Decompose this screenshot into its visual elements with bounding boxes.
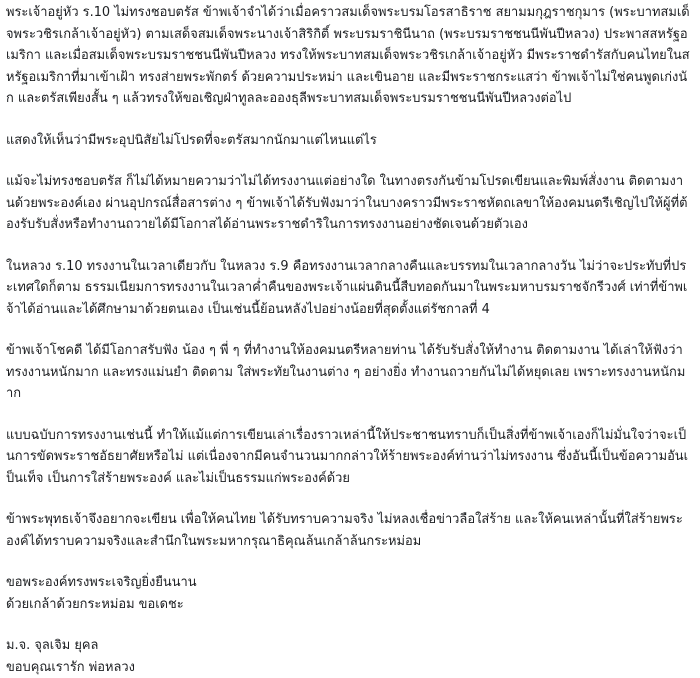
post-paragraph-5: ข้าพเจ้าโชคดี ได้มีโอกาสรับฟัง น้อง ๆ พี่ ๆ ที่ทำงานให้องคมนตรีหลายท่าน ได้รับรับสั่งให้ทำงาน ติดตามงาน ได้เล่าให้ฟังว่า ทรงงานหนักมาก และทรงแม่นยำ ติดตาม ใส่พระทัยในงานต่าง ๆ อย่างยิ่ง ทำงานถวายกันไม่ได้หยุดเลย เพราะทรงงานหนักมาก xyxy=(6,343,686,401)
post-paragraph-6: แบบฉบับการทรงงานเช่นนี้ ทำให้แม้แต่การเขียนเล่าเรื่องราวเหล่านี้ให้ประชาชนทราบก็เป็นสิ่งที่ข้าพเจ้าเองก็ไม่มั่นใจว่าจะเป็นการขัดพระราชอัธยาศัยหรือไม่ แต่เนื่องจากมีคนจำนวนมากกล่าวให้ร้ายพระองค์ท่านว่าไม่ทรงงาน ซึ่งอันนี้เป็นข้อความอันเป็นเท็จ เป็นการใส่ร้ายพระองค์ และไม่เป็นธรรมแก่พระองค์ด้วย xyxy=(6,427,689,486)
post-paragraph-3: แม้จะไม่ทรงชอบตรัส ก็ไม่ได้หมายความว่าไม่ได้ทรงงานแต่อย่างใด ในทางตรงกันข้ามโปรดเขียนและพิมพ์สั่งงาน ติดตามงานด้วยพระองค์เอง ผ่านอุปกรณ์สื่อสารต่าง ๆ ข้าพเจ้าได้รับฟังมาว่าในบางคราวมีพระราชหัตถเลขาให้องคมนตรีเชิญไปให้ผู้ที่ต้องรับรับสั่งหรือทำงานถวายได้มีโอกาสได้อ่านพระราชดำริในการทรงงานอย่างชัดเจนด้วยตัวเอง xyxy=(6,174,688,232)
post-paragraph-4: ในหลวง ร.10 ทรงงานในเวลาเดียวกับ ในหลวง ร.9 คือทรงงานเวลากลางคืนและบรรทมในเวลากลางวัน ไม่ว่าจะประทับที่ประเทศใดก็ตาม ธรรมเนียมการทรงงานในเวลาค่ำคืนของพระเจ้าแผ่นดินนี้สืบทอดกันมาในพระมหาบรมราชจักรีวงศ์ เท่าที่ข้าพเจ้าได้อ่านและได้ศึกษามาด้วยตนเอง เป็นเช่นนี้ย้อนหลังไปอย่างน้อยที่สุดตั้งแต่รัชกาลที่ 4 xyxy=(6,258,688,317)
post-signature: ม.จ. จุลเจิม ยุคล ขอบคุณเรารัก พ่อหลวง xyxy=(6,638,135,675)
post-paragraph-1: พระเจ้าอยู่หัว ร.10 ไม่ทรงชอบตรัส ข้าพเจ้าจำได้ว่าเมื่อคราวสมเด็จพระบรมโอรสาธิราช สยามมกุฎราชกุมาร (พระบาทสมเด็จพระวชิรเกล้าเจ้าอยู่หัว) ตามเสด็จสมเด็จพระนางเจ้าสิริกิติ์ พระบรมราชินีนาถ (พระบรมราชชนนีพันปีหลวง) ประพาสสหรัฐอเมริกา และเมื่อสมเด็จพระบรมราชชนนีพันปีหลวง ทรงให้พระบาทสมเด็จพระวชิรเกล้าเจ้าอยู่หัว มีพระราชดำรัสกับคนไทยในสหรัฐอเมริกาที่มาเข้าเฝ้า ทรงส่ายพระพักตร์ ด้วยความประหม่า และเขินอาย และมีพระราชกระแสว่า ข้าพเจ้าไม่ใช่คนพูดเก่งนัก และตรัสเพียงสั้น ๆ แล้วทรงให้ขอเชิญฝ่าทูลละอองธุลีพระบาทสมเด็จพระบรมราชชนนีพันปีหลวงต่อไป xyxy=(6,5,690,106)
post-paragraph-2: แสดงให้เห็นว่ามีพระอุปนิสัยไม่โปรดที่จะตรัสมากนักมาแต่ไหนแต่ไร xyxy=(6,132,377,148)
post-closing-blessing: ขอพระองค์ทรงพระเจริญยิ่งยืนนาน ด้วยเกล้าด้วยกระหม่อม ขอเดชะ xyxy=(6,575,197,612)
post-paragraph-7: ข้าพระพุทธเจ้าจึงอยากจะเขียน เพื่อให้คนไทย ได้รับทราบความจริง ไม่หลงเชื่อข่าวลือใส่ร้าย และให้คนเหล่านั้นที่ใส่ร้ายพระองค์ได้ทราบความจริงและสำนึกในพระมหากรุณาธิคุณล้นเกล้าล้นกระหม่อม xyxy=(6,512,683,549)
